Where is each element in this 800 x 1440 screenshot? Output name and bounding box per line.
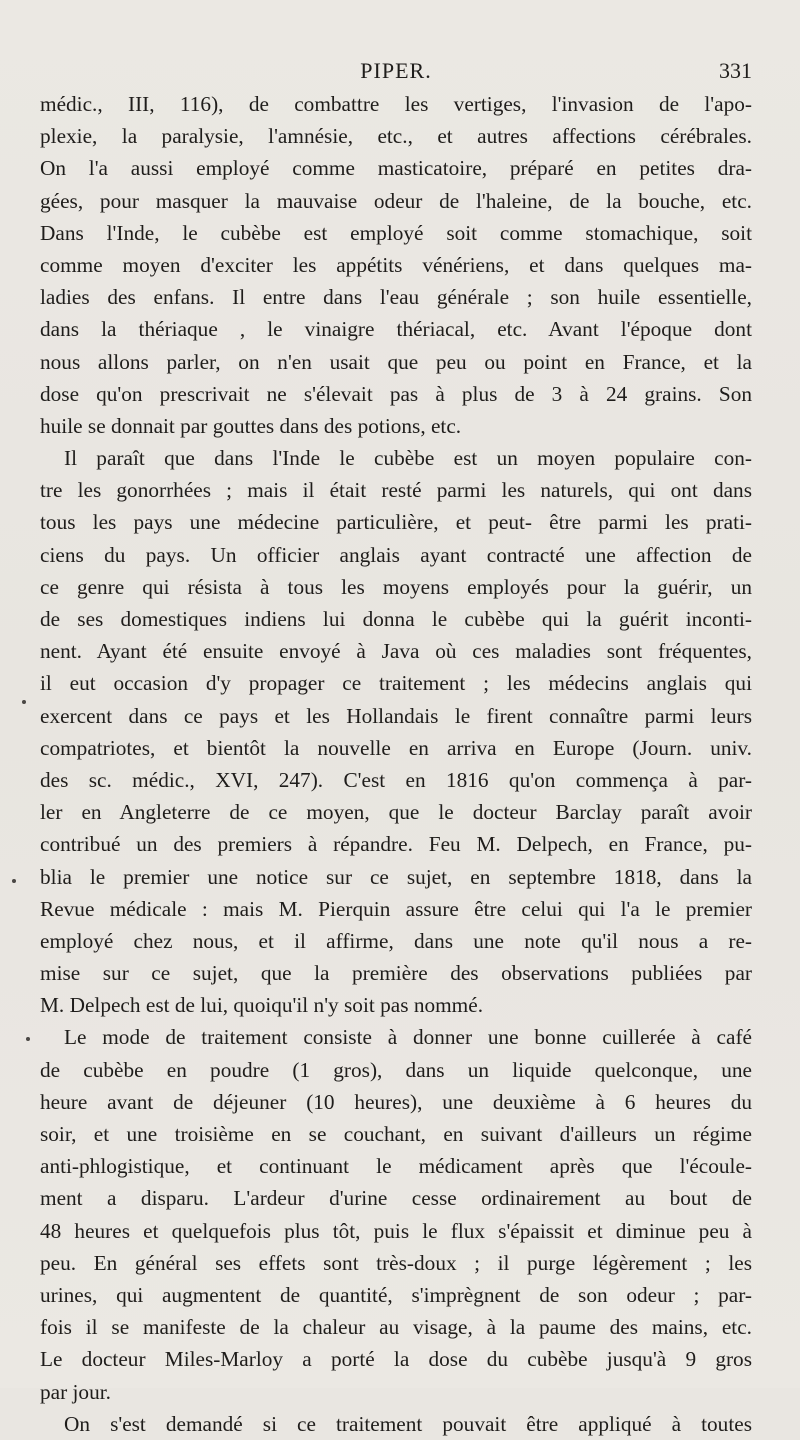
- page-header: [40, 58, 752, 90]
- text-line: ler en Angleterre de ce moyen, que le docteur Barclay paraît avoir: [40, 800, 752, 825]
- text-line: urines, qui augmentent de quantité, s'imprègnent de son odeur ; par-: [40, 1282, 752, 1307]
- text-line: tre les gonorrhées ; mais il était resté parmi les naturels, qui ont dans: [40, 478, 752, 503]
- body-text: [40, 88, 752, 1440]
- text-line: contribué un des premiers à répandre. Feu M. Delpech, en France, pu-: [40, 832, 752, 857]
- text-line: Le mode de traitement consiste à donner une bonne cuillerée à café: [64, 1025, 752, 1050]
- text-line: plexie, la paralysie, l'amnésie, etc., et autres affections cérébrales.: [40, 124, 752, 149]
- page-number: 331: [719, 58, 752, 83]
- text-line: tous les pays une médecine particulière, et peut- être parmi les prati-: [40, 510, 752, 535]
- text-line: nent. Ayant été ensuite envoyé à Java où ces maladies sont fréquentes,: [40, 639, 752, 664]
- text-line: des sc. médic., XVI, 247). C'est en 1816 qu'on commença à par-: [40, 767, 752, 792]
- running-head: PIPER.: [360, 58, 432, 83]
- text-line: blia le premier une notice sur ce sujet, en septembre 1818, dans la: [40, 864, 752, 889]
- text-line: 48 heures et quelquefois plus tôt, puis le flux s'épaissit et diminue peu à: [40, 1218, 752, 1243]
- margin-speck: [22, 700, 26, 704]
- text-line: par jour.: [40, 1379, 111, 1404]
- text-line: gées, pour masquer la mauvaise odeur de l'haleine, de la bouche, etc.: [40, 188, 752, 213]
- text-line: peu. En général ses effets sont très-doux ; il purge légèrement ; les: [40, 1250, 752, 1275]
- text-line: employé chez nous, et il affirme, dans une note qu'il nous a re-: [40, 928, 752, 953]
- text-line: Dans l'Inde, le cubèbe est employé soit comme stomachique, soit: [40, 220, 752, 245]
- text-line: de ses domestiques indiens lui donna le cubèbe qui la guérit inconti-: [40, 607, 752, 631]
- text-line: huile se donnait par gouttes dans des potions, etc.: [40, 413, 462, 438]
- text-line: ment a disparu. L'ardeur d'urine cesse ordinairement au bout de: [40, 1186, 752, 1211]
- text-line: il eut occasion d'y propager ce traitement ; les médecins anglais qui: [40, 671, 752, 696]
- text-line: On l'a aussi employé comme masticatoire, préparé en petites dra-: [40, 156, 752, 181]
- text-line: anti-phlogistique, et continuant le médicament après que l'écoule-: [40, 1154, 752, 1179]
- text-line: M. Delpech est de lui, quoiqu'il n'y soit pas nommé.: [40, 993, 484, 1018]
- text-line: soir, et une troisième en se couchant, en suivant d'ailleurs un régime: [40, 1122, 752, 1146]
- text-line: médic., III, 116), de combattre les vertiges, l'invasion de l'apo-: [40, 92, 752, 116]
- text-line: compatriotes, et bientôt la nouvelle en arriva en Europe (Journ. univ.: [40, 735, 752, 760]
- margin-speck: [12, 879, 16, 883]
- text-line: mise sur ce sujet, que la première des observations publiées par: [40, 961, 752, 986]
- text-line: comme moyen d'exciter les appétits vénériens, et dans quelques ma-: [40, 252, 752, 277]
- text-line: Revue médicale : mais M. Pierquin assure être celui qui l'a le premier: [40, 896, 752, 921]
- text-line: dose qu'on prescrivait ne s'élevait pas à plus de 3 à 24 grains. Son: [40, 381, 752, 406]
- text-line: ce genre qui résista à tous les moyens employés pour la guérir, un: [40, 574, 752, 599]
- text-line: On s'est demandé si ce traitement pouvait être appliqué à toutes: [64, 1411, 752, 1436]
- margin-speck: [26, 1037, 30, 1041]
- text-line: dans la thériaque , le vinaigre thériacal, etc. Avant l'époque dont: [40, 317, 752, 342]
- text-line: Il paraît que dans l'Inde le cubèbe est un moyen populaire con-: [64, 446, 752, 471]
- text-line: exercent dans ce pays et les Hollandais le firent connaître parmi leurs: [40, 703, 752, 728]
- text-line: Le docteur Miles-Marloy a porté la dose du cubèbe jusqu'à 9 gros: [40, 1347, 752, 1372]
- text-line: nous allons parler, on n'en usait que peu ou point en France, et la: [40, 349, 752, 374]
- text-line: de cubèbe en poudre (1 gros), dans un liquide quelconque, une: [40, 1057, 752, 1082]
- text-line: ciens du pays. Un officier anglais ayant contracté une affection de: [40, 542, 752, 567]
- text-line: fois il se manifeste de la chaleur au visage, à la paume des mains, etc.: [40, 1315, 752, 1340]
- text-line: ladies des enfans. Il entre dans l'eau générale ; son huile essentielle,: [40, 285, 752, 310]
- text-line: heure avant de déjeuner (10 heures), une deuxième à 6 heures du: [40, 1089, 752, 1114]
